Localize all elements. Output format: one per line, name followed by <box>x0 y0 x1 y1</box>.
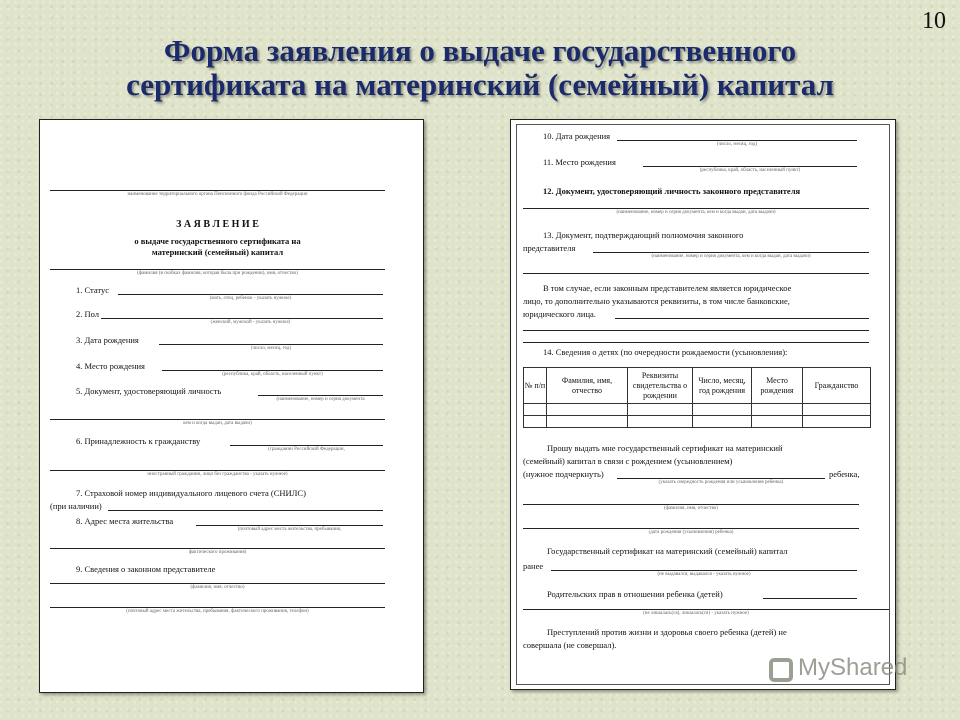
crime-text: Преступлений против жизни и здоровья своего ребенка (детей) не <box>547 627 787 637</box>
field-label: 13. Документ, подтверждающий полномочия законного <box>543 230 744 240</box>
hint: (женский, мужской - указать нужное) <box>210 320 291 325</box>
field-label: 7. Страховой номер индивидуального лицевого счета (СНИЛС) <box>76 488 306 498</box>
input-line[interactable] <box>258 395 383 396</box>
slide-number: 10 <box>922 8 946 34</box>
table-cell[interactable] <box>693 416 752 428</box>
field-label: 2. Пол <box>76 309 100 319</box>
form-subheading: о выдаче государственного сертификата на <box>134 236 301 246</box>
form-heading: З А Я В Л Е Н И Е <box>176 219 259 230</box>
input-line[interactable] <box>763 598 857 599</box>
input-line[interactable] <box>615 318 869 319</box>
table-header: Число, месяц, год рождения <box>693 368 752 404</box>
hint: (фамилия, имя, отчество) <box>190 585 245 590</box>
request-text: ребенка, <box>829 469 860 479</box>
input-line[interactable] <box>523 208 869 209</box>
hint: наименование территориального органа Пенсионного фонда Российской Федерации <box>127 192 308 197</box>
input-line[interactable] <box>523 273 869 274</box>
hint: иностранный гражданин, лицо без гражданства - указать нужное) <box>147 472 288 477</box>
hint: (республика, край, область, населенный пункт) <box>699 168 801 173</box>
table-header: № п/п <box>524 368 547 404</box>
input-line[interactable] <box>617 140 857 141</box>
table-cell[interactable] <box>803 404 871 416</box>
slide-title <box>0 34 960 102</box>
table-cell[interactable] <box>628 404 693 416</box>
input-line[interactable] <box>523 504 859 505</box>
table-header-row <box>524 368 871 404</box>
field-label: 4. Место рождения <box>76 361 145 371</box>
input-line[interactable] <box>523 330 869 331</box>
children-table <box>523 367 871 428</box>
watermark: MyShared <box>798 654 908 681</box>
field-label: 3. Дата рождения <box>76 335 139 345</box>
field-label: 9. Сведения о законном представителе <box>76 564 216 574</box>
table-row <box>524 404 871 416</box>
input-line[interactable] <box>108 510 383 511</box>
table-cell[interactable] <box>752 416 803 428</box>
hint: (указать очередность рождения или усыновления ребенка) <box>658 480 784 485</box>
input-line[interactable] <box>101 318 383 319</box>
table-cell[interactable] <box>628 416 693 428</box>
table-cell[interactable] <box>803 416 871 428</box>
table-header: Место рождения <box>752 368 803 404</box>
hint: (наименование, номер и серия документа, кем и когда выдан, дата выдачи) <box>651 254 811 259</box>
table-cell[interactable] <box>693 404 752 416</box>
table-cell[interactable] <box>547 404 628 416</box>
input-line[interactable] <box>196 525 383 526</box>
hint: (число, месяц, год) <box>716 142 758 147</box>
hint: (не выдавался, выдавался - указать нужное) <box>657 572 751 577</box>
input-line[interactable] <box>551 570 857 571</box>
rights-text: Родительских прав в отношении ребенка (детей) <box>547 589 723 599</box>
table-header: Гражданство <box>803 368 871 404</box>
legal-entity-note: лицо, то дополнительно указываются реквизиты, в том числе банковские, <box>523 296 790 306</box>
hint: (фамилия (в скобках фамилия, которая была при рождении), имя, отчество) <box>137 271 298 276</box>
hint: (не лишалась(ся), лишалась(ся) - указать нужное) <box>643 611 749 616</box>
hint: (республика, край, область, населенный пункт) <box>222 372 323 377</box>
request-text: (нужное подчеркнуть) <box>523 469 604 479</box>
input-line[interactable] <box>593 252 869 253</box>
input-line[interactable] <box>50 583 385 584</box>
field-label: 6. Принадлежность к гражданству <box>76 436 201 446</box>
legal-entity-note: В том случае, если законным представителем является юридическое <box>543 283 792 293</box>
field-label: 8. Адрес места жительства <box>76 516 174 526</box>
hint: (почтовый адрес места жительства, пребывания, фактического проживания, телефон) <box>126 609 309 614</box>
input-line[interactable] <box>50 607 385 608</box>
field-label: 14. Сведения о детях (по очередности рождаемости (усыновления): <box>543 347 788 357</box>
hint: кем и когда выдан, дата выдачи) <box>183 421 252 426</box>
hint: (число, месяц, год) <box>250 346 292 351</box>
input-line[interactable] <box>162 370 383 371</box>
table-cell[interactable] <box>752 404 803 416</box>
request-text: (семейный) капитал в связи с рождением (усыновлением) <box>523 456 733 466</box>
title-line-1: Форма заявления о выдаче государственного <box>163 33 797 68</box>
input-line[interactable] <box>523 528 859 529</box>
line <box>50 190 385 191</box>
title-line-2: сертификата на материнский (семейный) капитал <box>126 67 834 102</box>
certificate-text: Государственный сертификат на материнский (семейный) капитал <box>547 546 788 556</box>
input-line[interactable] <box>159 344 383 345</box>
input-line[interactable] <box>523 342 869 343</box>
request-text: Прошу выдать мне государственный сертификат на материнский <box>547 443 783 453</box>
form-page-left <box>39 119 424 693</box>
field-label: 1. Статус <box>76 285 110 295</box>
table-header: Реквизиты свидетельства о рождении <box>628 368 693 404</box>
hint: (наименование, номер и серия документа <box>276 397 365 402</box>
hint: (наименование, номер и серия документа, кем и когда выдан, дата выдачи) <box>616 210 776 215</box>
table-cell[interactable] <box>547 416 628 428</box>
input-line[interactable] <box>50 548 385 549</box>
field-label: представителя <box>523 243 576 253</box>
table-cell[interactable] <box>524 416 547 428</box>
input-line[interactable] <box>643 166 857 167</box>
input-line[interactable] <box>50 419 385 420</box>
table-row <box>524 416 871 428</box>
form-page-right <box>510 119 896 690</box>
hint: фактического проживания) <box>188 550 247 555</box>
form-subheading: материнский (семейный) капитал <box>151 247 284 257</box>
crime-text: совершала (не совершал). <box>523 640 617 650</box>
field-label: 12. Документ, удостоверяющий личность законного представителя <box>543 186 801 196</box>
input-line[interactable] <box>118 294 383 295</box>
table-cell[interactable] <box>524 404 547 416</box>
table-header: Фамилия, имя, отчество <box>547 368 628 404</box>
field-label: 5. Документ, удостоверяющий личность <box>76 386 222 396</box>
input-line[interactable] <box>50 470 385 471</box>
field-label: 11. Место рождения <box>543 157 616 167</box>
hint: (гражданин Российской Федерации, <box>268 447 345 452</box>
myshared-logo-icon <box>769 658 793 682</box>
field-label: 10. Дата рождения <box>543 131 611 141</box>
hint: (почтовый адрес места жительства, пребывания, <box>237 527 342 532</box>
input-line[interactable] <box>230 445 383 446</box>
input-line[interactable] <box>523 609 889 610</box>
certificate-text: ранее <box>523 561 544 571</box>
hint: (дата рождения (усыновления) ребенка) <box>648 530 734 535</box>
hint: (мать, отец, ребенок - указать нужное) <box>209 296 292 301</box>
input-line[interactable] <box>617 478 825 479</box>
field-label: (при наличии) <box>50 501 102 511</box>
form-frame <box>516 124 890 685</box>
legal-entity-note: юридического лица. <box>523 309 596 319</box>
line <box>50 269 385 270</box>
hint: (фамилия, имя, отчество) <box>664 506 718 511</box>
